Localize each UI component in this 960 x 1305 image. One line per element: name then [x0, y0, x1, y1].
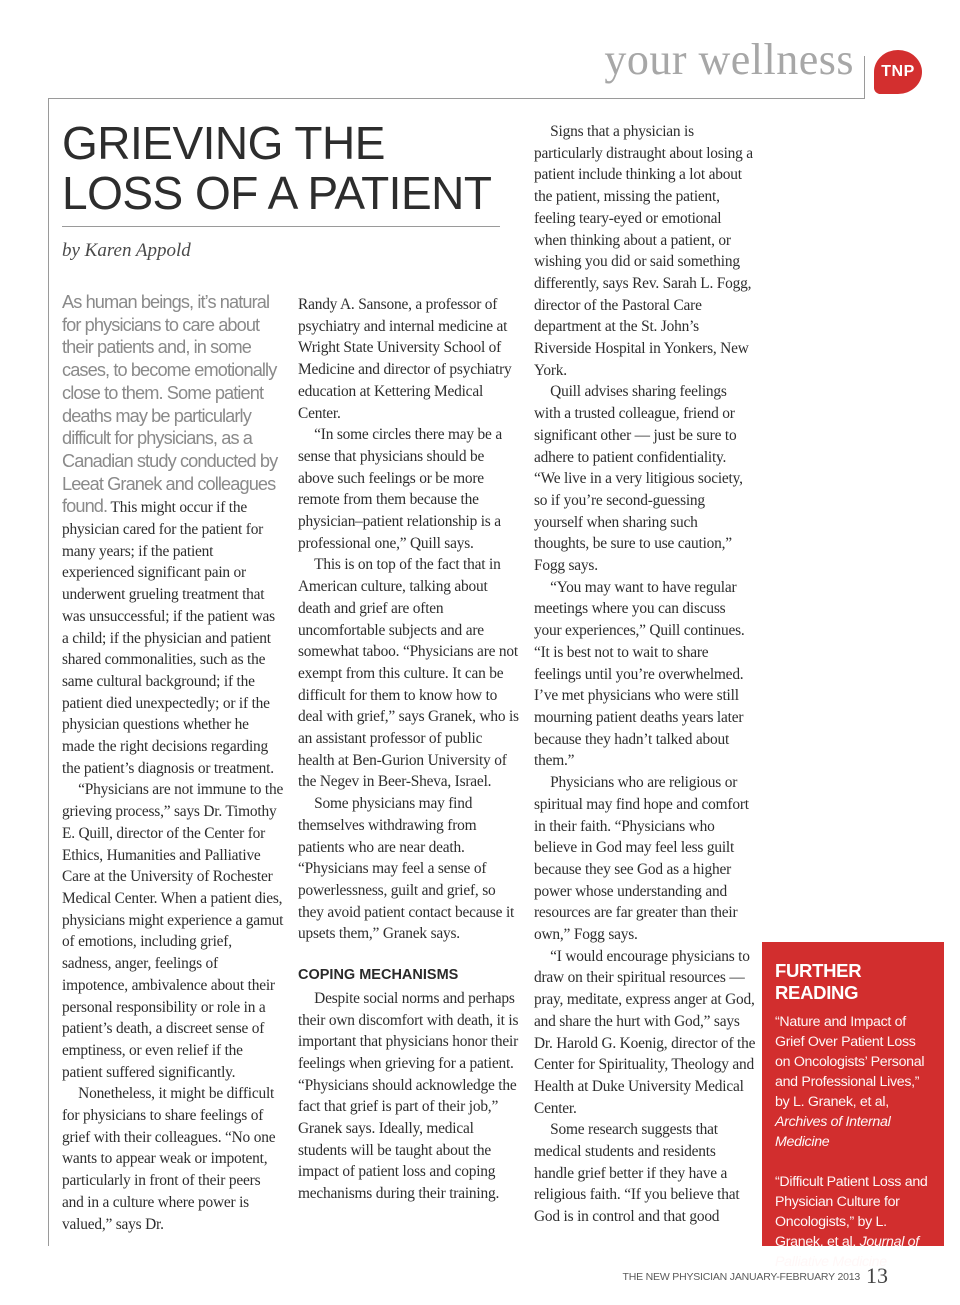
- article-title: GRIEVING THE LOSS OF A PATIENT: [62, 117, 492, 219]
- body-paragraph: Despite social norms and perhaps their own discomfort with death, it is important that physicians honor their feelings when grieving for a patient. “Physicians should acknowledge the fact that grief is part of their job,” Granek says. Ideally, medical students will be taught about the impact of patient loss and coping mechanisms during their training.: [298, 989, 519, 1203]
- footer-publication: THE NEW PHYSICIAN JANUARY-FEBRUARY 2013: [622, 1271, 860, 1283]
- tnp-logo-badge: TNP: [874, 50, 922, 94]
- header-rule: [48, 98, 864, 99]
- body-paragraph: Quill advises sharing feelings with a trusted colleague, friend or significant other — just be sure to adhere to patient confidentiality. “We live in a very litigious society, so if you’re second-guessing yourself when sharing such thoughts, be sure to use caution,” Fogg says.: [534, 383, 743, 575]
- reading-citation: “Nature and Impact of Grief Over Patient Loss on Oncologists’ Personal and Professional Lives,” by L. Granek, et al,: [775, 1014, 925, 1110]
- reading-item: [775, 1172, 934, 1272]
- body-paragraph: “You may want to have regular meetings where you can discuss your experiences,” Quill continues. “It is best not to wait to share feelings until you’re overwhelmed. I’ve met physicians who were still mourning patient deaths years later because they hadn’t talked about them.”: [534, 578, 745, 770]
- lede-paragraph: [62, 292, 284, 779]
- body-paragraph: Some research suggests that medical students and residents handle grief better if they have a religious faith. “If you believe that God is in control and that good: [534, 1121, 740, 1226]
- reading-source: Journal of Palliative Medicine: [775, 1234, 919, 1270]
- reading-citation: “Difficult Patient Loss and Physician Culture for Oncologists,” by L. Granek, et al,: [775, 1174, 928, 1250]
- body-paragraph: Signs that a physician is particularly distraught about losing a patient include thinking a lot about the patient, missing the patient, feeling teary-eyed or emotional when thinking about a patient, or wishing you did or said something differently, says Rev. Sarah L. Fogg, director of the Pastoral Care department at the St. John’s Riverside Hospital in Yonkers, New York.: [534, 123, 753, 379]
- body-paragraph: Randy A. Sansone, a professor of psychiatry and internal medicine at Wright State University School of Medicine and director of psychiatry education at Kettering Medical Center.: [298, 296, 512, 422]
- header-divider: [864, 56, 865, 99]
- body-paragraph: Some physicians may find themselves withdrawing from patients who are near death. “Physicians may feel a sense of powerlessness, guilt and grief, so they avoid patient contact because it upsets them,” Granek says.: [298, 795, 515, 943]
- byline: by Karen Appold: [62, 240, 191, 261]
- sidebar-title: FURTHER READING: [775, 960, 862, 1003]
- body-paragraph: “Physicians are not immune to the grieving process,” says Dr. Timothy E. Quill, director of the Center for Ethics, Humanities and Palliative Care at the University of Rochester Medical Center. When a patient dies, physicians might experience a gamut of emotions, including grief, sadness, anger, feelings of impotence, ambivalence about their personal responsibility or role in a patient’s death, a discreet sense of emptiness, or even relief if the patient suffered significantly.: [62, 781, 284, 1081]
- article-column-2: [298, 294, 520, 1205]
- further-reading-sidebar: [762, 942, 944, 1270]
- section-title: your wellness: [604, 35, 854, 84]
- page-number: 13: [866, 1263, 888, 1288]
- article-column-1: [62, 292, 284, 1235]
- section-subhead: COPING MECHANISMS: [298, 967, 459, 984]
- left-margin-rule: [48, 98, 49, 1246]
- body-paragraph: “I would encourage physicians to draw on their spiritual resources — pray, meditate, express anger at God, and share the hurt with God,” says Dr. Harold G. Koenig, director of the Center for Spirituality, Theology and Health at Duke University Medical Center.: [534, 947, 756, 1117]
- body-paragraph: This is on top of the fact that in American culture, talking about death and grief are often uncomfortable subjects and are somewhat taboo. “Physicians are not exempt from this culture. It can be difficult for them to know how to deal with grief,” says Granek, who is an assistant professor of public health at Ben-Gurion University of the Negev in Beer-Sheva, Israel.: [298, 556, 519, 791]
- title-rule: [62, 226, 500, 227]
- body-paragraph: “In some circles there may be a sense that physicians should be above such feelings or be more remote from them because the physician–patient relationship is a professional one,” Quill says.: [298, 426, 502, 552]
- body-paragraph: Nonetheless, it might be difficult for physicians to share feelings of grief with their colleagues. “No one wants to appear weak or impotent, particularly in front of their peers and in a culture where power is valued,” says Dr.: [62, 1085, 276, 1233]
- lede-continuation: This might occur if the physician cared for the patient for many years; if the patient experienced significant pain or underwent grueling treatment that was unsuccessful; if the patient was a child; if the physician and patient shared commonalities, such as the same cultural background; if the patient died unexpectedly; or if the physician questions whether he made the right decisions regarding the patient’s diagnosis or treatment.: [62, 499, 275, 777]
- article-column-3: [534, 121, 756, 1228]
- body-paragraph: Physicians who are religious or spiritual may find hope and comfort in their faith. “Physicians who believe in God may feel less guilt because they see God as a higher power whose understanding and resources are far greater than their own,” Fogg says.: [534, 774, 749, 944]
- reading-source: Archives of Internal Medicine: [775, 1114, 891, 1150]
- lede-text: As human beings, it’s natural for physicians to care about their patients and, in some cases, to become emotionally close to them. Some patient deaths may be particularly difficult for physicians, as a Canadian study conducted by Leeat Granek and colleagues found.: [62, 292, 278, 517]
- reading-item: [775, 1012, 934, 1152]
